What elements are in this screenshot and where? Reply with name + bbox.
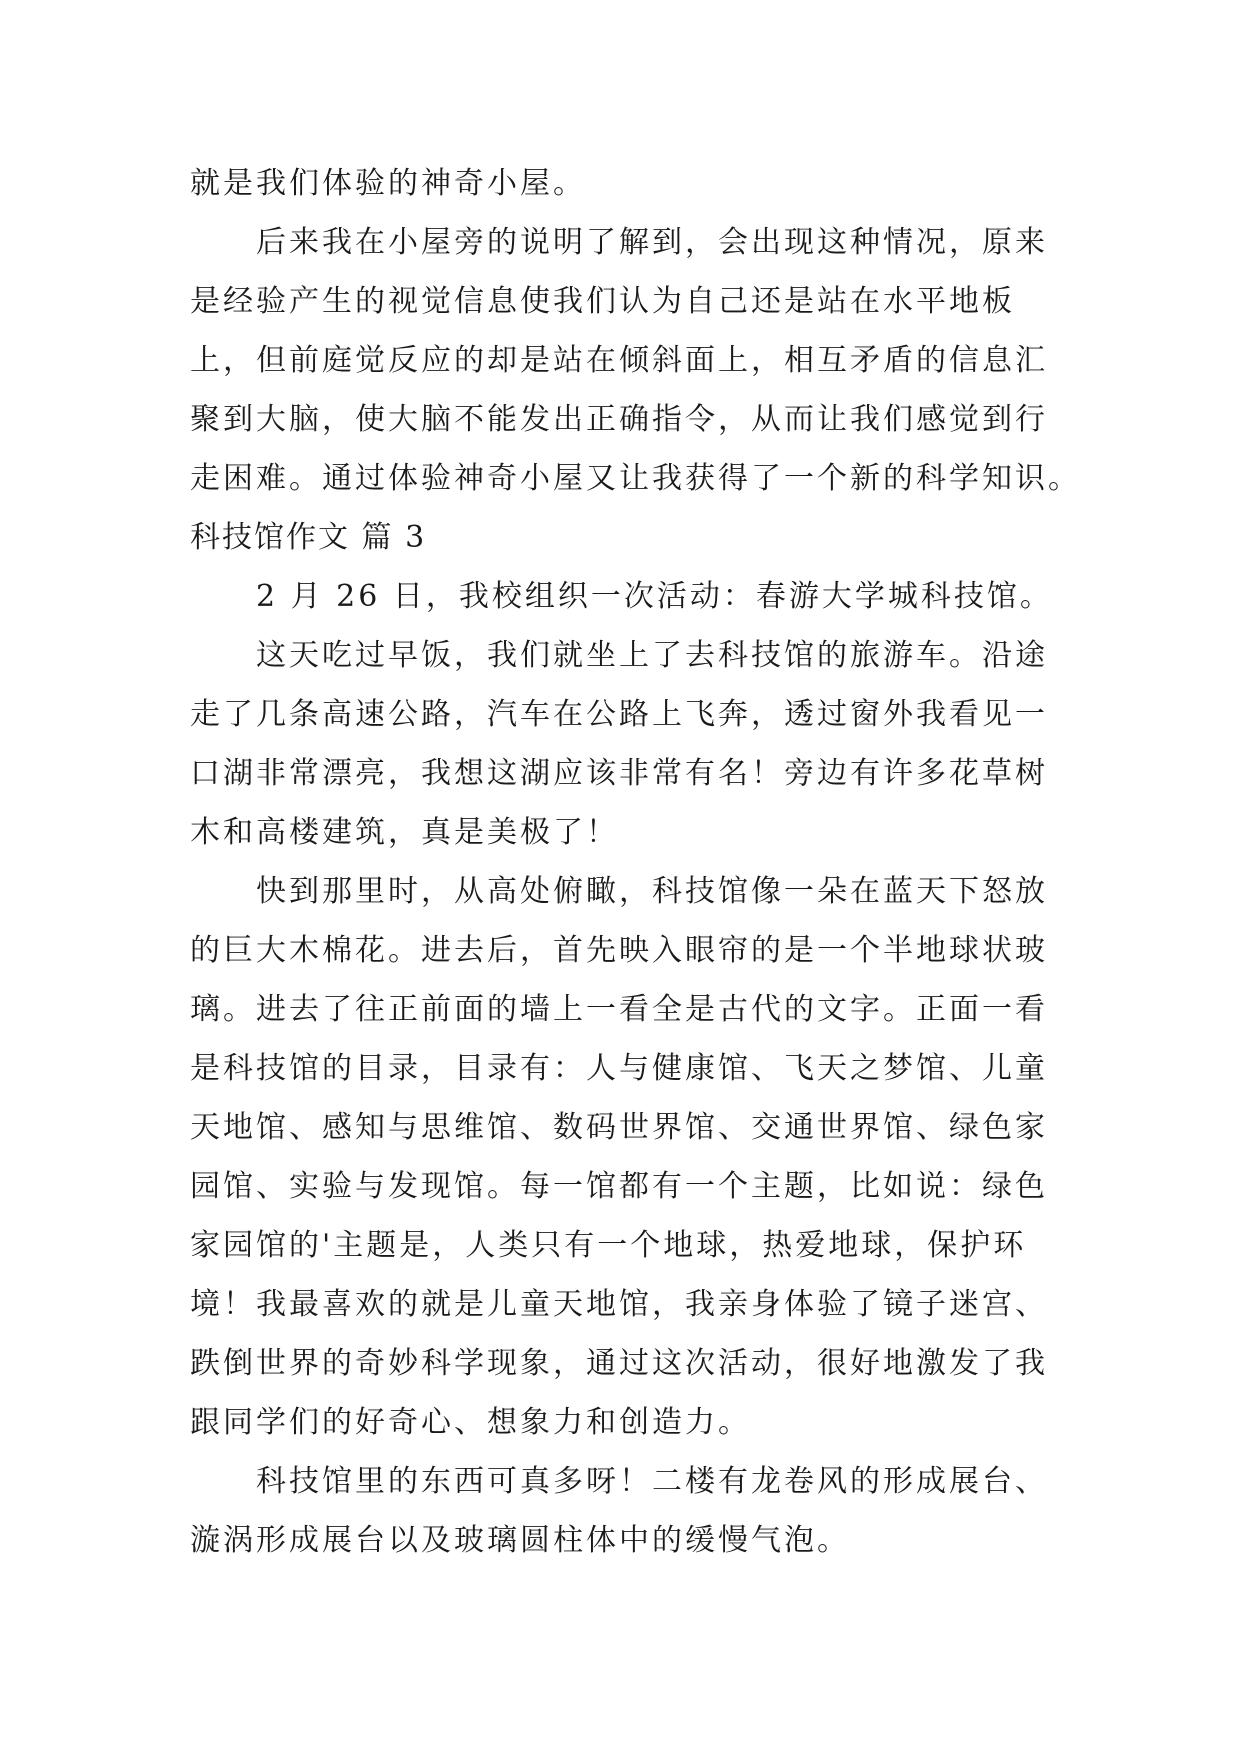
text-line: 漩涡形成展台以及玻璃圆柱体中的缓慢气泡。: [190, 1523, 850, 1558]
text-line: 园馆、实验与发现馆。每一馆都有一个主题，比如说：绿色: [190, 1169, 1048, 1204]
text-line: 是经验产生的视觉信息使我们认为自己还是站在水平地板: [190, 284, 1015, 319]
section-heading: 科技馆作文 篇 3: [190, 520, 427, 555]
text-line: 快到那里时，从高处俯瞰，科技馆像一朵在蓝天下怒放: [256, 874, 1048, 909]
text-line: 科技馆里的东西可真多呀！二楼有龙卷风的形成展台、: [256, 1464, 1048, 1499]
text-line: 2 月 26 日，我校组织一次活动：春游大学城科技馆。: [256, 579, 1053, 614]
document-body: [190, 154, 1081, 1570]
text-line: 走了几条高速公路，汽车在公路上飞奔，透过窗外我看见一: [190, 697, 1048, 732]
text-line: 天地馆、感知与思维馆、数码世界馆、交通世界馆、绿色家: [190, 1110, 1048, 1145]
text-line: 口湖非常漂亮，我想这湖应该非常有名！旁边有许多花草树: [190, 756, 1048, 791]
text-line: 的巨大木棉花。进去后，首先映入眼帘的是一个半地球状玻: [190, 933, 1048, 968]
text-line: 就是我们体验的神奇小屋。: [190, 166, 586, 201]
text-line: 是科技馆的目录，目录有：人与健康馆、飞天之梦馆、儿童: [190, 1051, 1048, 1086]
text-line: 聚到大脑，使大脑不能发出正确指令，从而让我们感觉到行: [190, 402, 1048, 437]
text-line: 境！我最喜欢的就是儿童天地馆，我亲身体验了镜子迷宫、: [190, 1287, 1048, 1322]
text-line: 璃。进去了往正前面的墙上一看全是古代的文字。正面一看: [190, 992, 1048, 1027]
text-line: 家园馆的'主题是，人类只有一个地球，热爱地球，保护环: [190, 1228, 1027, 1263]
text-line: 上，但前庭觉反应的却是站在倾斜面上，相互矛盾的信息汇: [190, 343, 1048, 378]
text-line: 走困难。通过体验神奇小屋又让我获得了一个新的科学知识。: [190, 461, 1081, 496]
text-line: 跟同学们的好奇心、想象力和创造力。: [190, 1405, 751, 1440]
text-line: 跌倒世界的奇妙科学现象，通过这次活动，很好地激发了我: [190, 1346, 1048, 1381]
text-line: 后来我在小屋旁的说明了解到，会出现这种情况，原来: [256, 225, 1048, 260]
text-line: 这天吃过早饭，我们就坐上了去科技馆的旅游车。沿途: [256, 638, 1048, 673]
text-line: 木和高楼建筑，真是美极了！: [190, 815, 619, 850]
